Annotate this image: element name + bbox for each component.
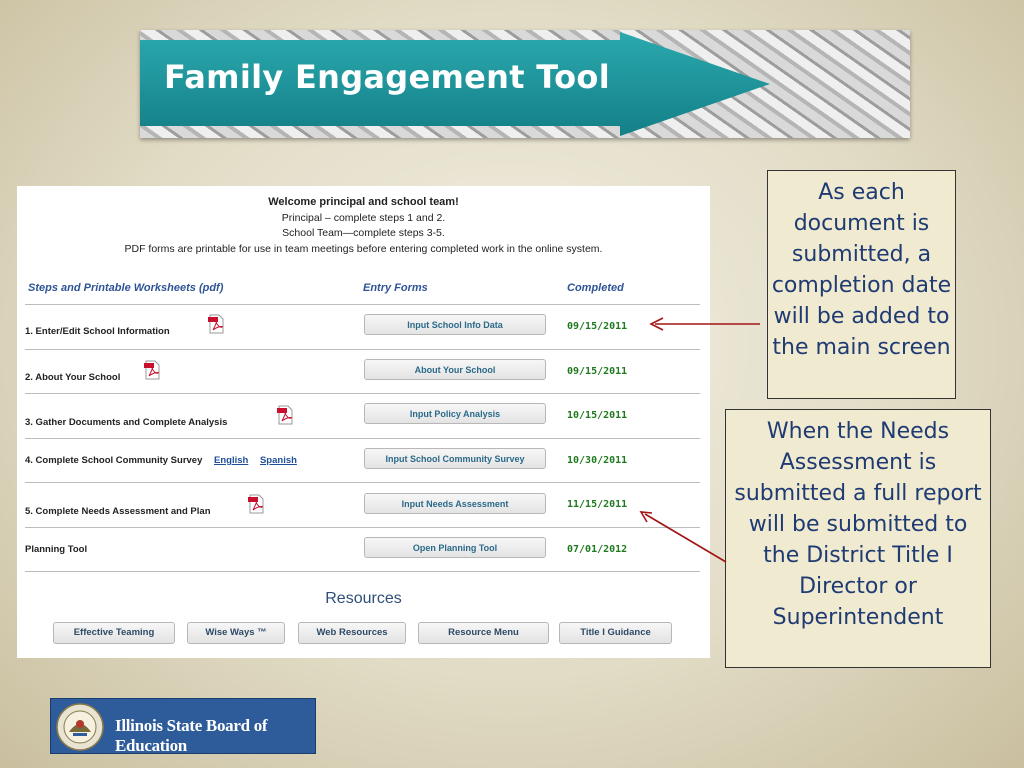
column-header-steps: Steps and Printable Worksheets (pdf) [28, 282, 224, 294]
welcome-title: Welcome principal and school team! [268, 196, 459, 208]
resources-heading: Resources [325, 590, 402, 607]
effective-teaming-button[interactable]: Effective Teaming [53, 622, 175, 644]
english-link[interactable]: English [214, 455, 249, 466]
step-3-label: 3. Gather Documents and Complete Analysis [25, 417, 228, 428]
logo-text: Illinois State Board of Education [115, 716, 268, 755]
spanish-link[interactable]: Spanish [259, 455, 297, 466]
resource-menu-button[interactable]: Resource Menu [418, 622, 549, 644]
welcome-line-pdf: PDF forms are printable for use in team meetings before entering completed work in the online system. [124, 242, 603, 255]
completed-date: 11/15/2011 [567, 499, 628, 510]
title-i-guidance-button[interactable]: Title I Guidance [559, 622, 672, 644]
column-header-completed: Completed [567, 282, 624, 294]
step-2-label: 2. About Your School [25, 372, 121, 383]
input-policy-analysis-button[interactable]: Input Policy Analysis [364, 403, 546, 424]
completed-date: 10/15/2011 [567, 410, 628, 421]
step-5-label: 5. Complete Needs Assessment and Plan [25, 506, 211, 517]
callout-completion-date: As each document is submitted, a completion date will be added to the main screen [767, 170, 956, 399]
banner-title: Family Engagement Tool [164, 58, 610, 96]
completed-date: 09/15/2011 [567, 366, 628, 377]
completed-date: 09/15/2011 [567, 321, 628, 332]
callout-needs-assessment: When the Needs Assessment is submitted a full report will be submitted to the District Title I Director or Superintendent [725, 409, 991, 668]
about-your-school-button[interactable]: About Your School [364, 359, 546, 380]
web-resources-button[interactable]: Web Resources [298, 622, 406, 644]
open-planning-tool-button[interactable]: Open Planning Tool [364, 537, 546, 558]
input-needs-assessment-button[interactable]: Input Needs Assessment [364, 493, 546, 514]
planning-tool-label: Planning Tool [25, 544, 88, 555]
welcome-line-team: School Team—complete steps 3-5. [282, 227, 445, 239]
state-seal-icon [55, 702, 105, 752]
step-1-label: 1. Enter/Edit School Information [25, 326, 170, 337]
isbe-logo [50, 698, 316, 754]
welcome-line-principal: Principal – complete steps 1 and 2. [281, 211, 446, 224]
completed-date: 10/30/2011 [567, 455, 628, 466]
step-4-text: 4. Complete School Community Survey [25, 455, 203, 466]
completed-date: 07/01/2012 [567, 544, 628, 555]
arrow-to-assessment-line [645, 514, 726, 562]
wise-ways-button[interactable]: Wise Ways ™ [187, 622, 285, 644]
column-header-entry: Entry Forms [363, 282, 428, 294]
input-school-info-button[interactable]: Input School Info Data [364, 314, 546, 335]
input-school-community-survey-button[interactable]: Input School Community Survey [364, 448, 546, 469]
